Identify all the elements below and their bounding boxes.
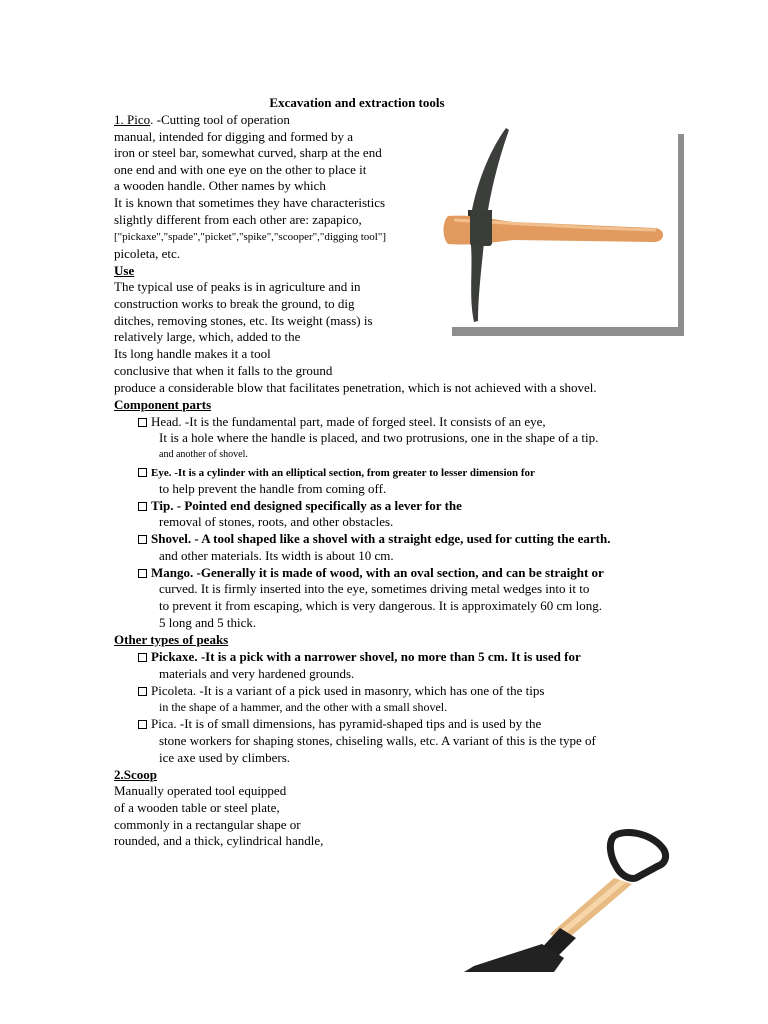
type-pica-text: Pica. -It is of small dimensions, has pyramid-shaped tips and is used by the	[151, 716, 542, 731]
other-types-heading: Other types of peaks	[114, 632, 229, 647]
pico-line-6: slightly different from each other are: zapapico,	[114, 212, 362, 227]
use-line-4: relatively large, which, added to the	[114, 329, 301, 344]
pico-line-1: manual, intended for digging and formed by a	[114, 129, 353, 144]
scoop-line-4: rounded, and a thick, cylindrical handle,	[114, 833, 324, 848]
pico-heading	[114, 112, 290, 128]
use-line-3: ditches, removing stones, etc. Its weight (mass) is	[114, 313, 373, 328]
shovel-image	[464, 820, 684, 972]
type-pica-line-2: stone workers for shaping stones, chiseling walls, etc. A variant of this is the type of	[159, 733, 596, 748]
component-tip-line-2: removal of stones, roots, and other obstacles.	[159, 514, 394, 529]
pickaxe-image	[434, 124, 684, 336]
pickaxe-photo	[434, 124, 684, 336]
bullet-icon	[138, 569, 147, 578]
pico-line-5: It is known that sometimes they have characteristics	[114, 195, 386, 210]
bullet-icon	[138, 502, 147, 511]
use-line-6: conclusive that when it falls to the ground	[114, 363, 333, 378]
scoop-heading: 2.Scoop	[114, 767, 157, 782]
scoop-line-2: of a wooden table or steel plate,	[114, 800, 280, 815]
components-heading: Component parts	[114, 397, 212, 412]
type-pickaxe-line-2: materials and very hardened grounds.	[159, 666, 355, 681]
bullet-icon	[138, 720, 147, 729]
type-pica	[138, 716, 541, 732]
component-mango-line-2: curved. It is firmly inserted into the eye, sometimes driving metal wedges into it to	[159, 581, 590, 596]
component-shovel-text: Shovel. - A tool shaped like a shovel with a straight edge, used for cutting the earth.	[151, 531, 611, 546]
type-picoleta	[138, 683, 544, 699]
use-line-1: The typical use of peaks is in agriculture and in	[114, 279, 361, 294]
pico-heading-text: . -Cutting tool of operation	[150, 112, 290, 127]
bullet-icon	[138, 468, 147, 477]
type-pickaxe-text: Pickaxe. -It is a pick with a narrower shovel, no more than 5 cm. It is used for	[151, 649, 581, 664]
pico-line-3: one end and with one eye on the other to place it	[114, 162, 367, 177]
component-mango-line-3: to prevent it from escaping, which is very dangerous. It is approximately 60 cm long.	[159, 598, 602, 613]
pico-line-2: iron or steel bar, somewhat curved, sharp at the end	[114, 145, 382, 160]
pico-line-4: a wooden handle. Other names by which	[114, 178, 326, 193]
page-title: Excavation and extraction tools	[269, 95, 445, 110]
use-line-2: construction works to break the ground, to dig	[114, 296, 355, 311]
type-picoleta-line-2: in the shape of a hammer, and the other with a small shovel.	[159, 700, 448, 714]
use-line-5: Its long handle makes it a tool	[114, 346, 271, 361]
bullet-icon	[138, 418, 147, 427]
component-mango-text: Mango. -Generally it is made of wood, with an oval section, and can be straight or	[151, 565, 604, 580]
bullet-icon	[138, 535, 147, 544]
component-head-line-2: It is a hole where the handle is placed, and two protrusions, one in the shape of a tip.	[159, 430, 599, 445]
component-eye-text: Eye. -It is a cylinder with an elliptical section, from greater to lesser dimension for	[151, 467, 535, 479]
pico-names-list: ["pickaxe","spade","picket","spike","scooper","digging tool"]	[114, 231, 386, 243]
bullet-icon	[138, 653, 147, 662]
use-line-7: produce a considerable blow that facilitates penetration, which is not achieved with a shovel.	[114, 380, 597, 395]
bullet-icon	[138, 687, 147, 696]
component-shovel	[138, 531, 610, 547]
component-tip-text: Tip. - Pointed end designed specifically as a lever for the	[151, 498, 462, 513]
type-pickaxe	[138, 649, 581, 665]
pico-heading-number: 1. Pico	[114, 112, 151, 127]
component-tip	[138, 498, 462, 514]
component-head-line-3: and another of shovel.	[159, 449, 248, 460]
scoop-line-1: Manually operated tool equipped	[114, 783, 287, 798]
component-head-text: Head. -It is the fundamental part, made of forged steel. It consists of an eye,	[151, 414, 546, 429]
type-pica-line-3: ice axe used by climbers.	[159, 750, 291, 765]
pico-names-end: picoleta, etc.	[114, 246, 181, 261]
component-head	[138, 414, 546, 430]
component-mango	[138, 565, 604, 581]
scoop-line-3: commonly in a rectangular shape or	[114, 817, 301, 832]
component-eye	[138, 465, 535, 481]
component-eye-line-2: to help prevent the handle from coming off.	[159, 481, 387, 496]
type-picoleta-text: Picoleta. -It is a variant of a pick used in masonry, which has one of the tips	[151, 683, 545, 698]
component-mango-line-4: 5 long and 5 thick.	[159, 615, 257, 630]
use-heading: Use	[114, 263, 135, 278]
component-shovel-line-2: and other materials. Its width is about 10 cm.	[159, 548, 394, 563]
shovel-photo	[464, 820, 684, 972]
